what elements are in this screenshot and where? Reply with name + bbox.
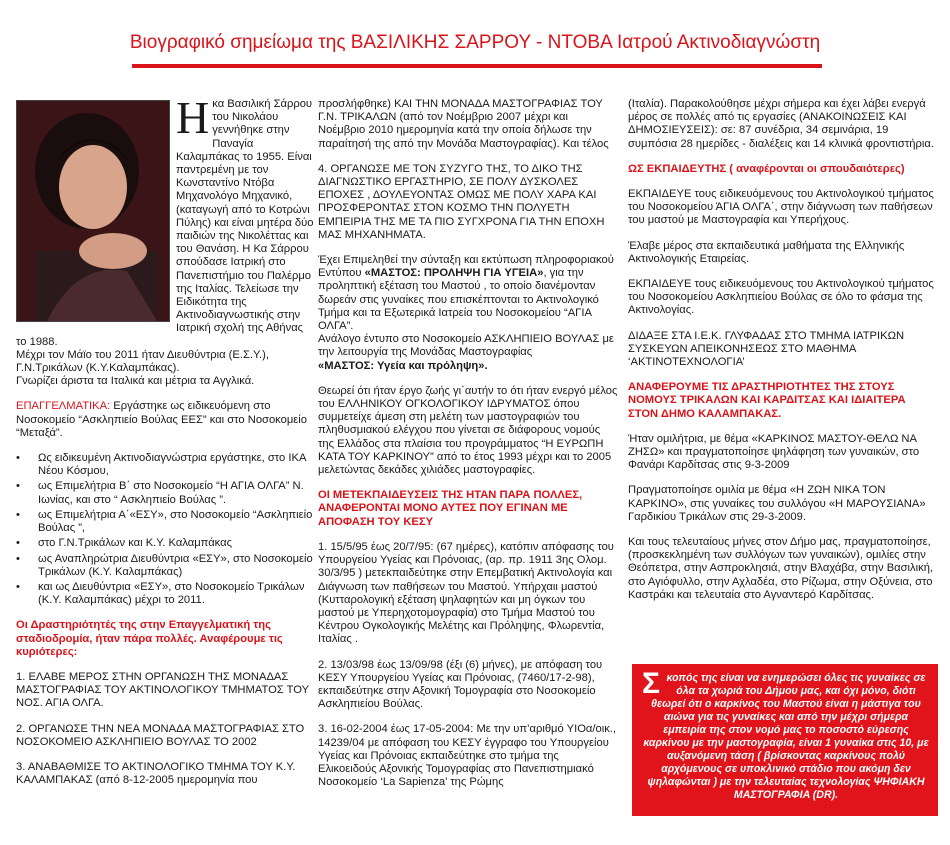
list-item: • και ως Διευθύντρια «ΕΣΥ», στο Νοσοκομείο Τρικάλων (Κ.Υ. Καλαμπάκας) μέχρι το 2011.: [16, 580, 305, 607]
training-3: 3. 16-02-2004 έως 17-05-2004: Με την υπ’αριθμό ΥΙΟα/οικ., 14239/04 με απόφαση του ΚΕΣΥ έγγραφο του Υπουργείου Υγείας και Πρόνοιας εκπαιδεύτηκε στο τμήμα της Ελικοειδούς Αξονικής Τομογραφίας στο Πανεπιστημιακό Νοσοκομείο ‘La Sapienza’ της Ρώμης: [318, 723, 616, 789]
leaflet-title: «ΜΑΣΤΟΣ: ΠΡΟΛΗΨΗ ΓΙΑ ΥΓΕΙΑ»: [364, 267, 544, 280]
goal-text: κοπός της είναι να ενημερώσει όλες τις γυναίκες σε όλα τα χωριά του Δήμου μας, και όχι μόνο, διότι θεωρεί ότι ο καρκίνος του Μαστού είναι η μάστιγα του αιώνα για τις γυναίκες και από την μέχρι σήμερα εμπειρία της στον νομό μας το ποσοστό εύρεσης καρκίνου με την μαστογραφία, είναι 1 γυναίκα στις 10, με αυξανόμενη τάση ( βρίσκοντας καρκίνους πολύ αρχόμενους σε υποκλινικό στάδιο που ακόμη δεν ψηλαφώνται ) με την τελευταίας τεχνολογίας ΨΗΦΙΑΚΗ ΜΑΣΤΟΓΡΑΦΙΑ (DR).: [643, 672, 929, 801]
activity-3-continued: προσλήφθηκε) ΚΑΙ ΤΗΝ ΜΟΝΑΔΑ ΜΑΣΤΟΓΡΑΦΙΑΣ ΤΟΥ Γ.Ν. ΤΡΙΚΑΛΩΝ (από τον Νοέμβριο 2007 μέχρι και Νοέμβριο 2010 ημερομηνία κατά την οποία δήλωσε την παραίτησή της από την Μονάδα Μαστογραφίας). Και τέλος: [318, 98, 609, 150]
goal-dropcap: Σ: [642, 667, 661, 700]
local-activities-heading: ΑΝΑΦΕΡΟΥΜΕ ΤΙΣ ΔΡΑΣΤΗΡΙΟΤΗΤΕΣ ΤΗΣ ΣΤΟΥΣ ΝΟΜΟΥΣ ΤΡΙΚΑΛΩΝ ΚΑΙ ΚΑΡΔΙΤΣΑΣ ΚΑΙ ΙΔΙΑΙΤΕΡΑ ΣΤΟΝ ΔΗΜΟ ΚΑΛΑΜΠΑΚΑΣ.: [628, 381, 906, 420]
positions-list: [16, 452, 314, 607]
training-2: 2. 13/03/98 έως 13/09/98 (έξι (6) μήνες), με απόφαση του ΚΕΣΥ Υπουργείου Υγείας και Πρόνοιας, (7460/17-2-98), εκπαιδεύτηκε στην Αξονική Τομογραφία στο Νοσοκομείο Ασκληπιείου Βούλας.: [318, 658, 603, 711]
leaflet-title-2: «ΜΑΣΤΟΣ: Υγεία και πρόληψη».: [318, 359, 488, 372]
teaching-4: ΔΙΔΑΞΕ ΣΤΑ Ι.Ε.Κ. ΓΛΥΦΑΔΑΣ ΣΤΟ ΤΜΗΜΑ ΙΑΤΡΙΚΩΝ ΣΥΣΚΕΥΩΝ ΑΠΕΙΚΟΝΗΣΕΩΣ ΣΤΟ ΜΑΘΗΜΑ ‘ΑΚΤΙΝΟΤΕΧΝΟΛΟΓΙΑ’: [628, 329, 905, 369]
activities-heading: Οι Δραστηριότητές της στην Επαγγελματική της σταδιοδρομία, ήταν πάρα πολλές. Αναφέρουμε τις κυριότερες:: [16, 619, 283, 658]
list-item: • ως Επιμελήτρια Β΄ στο Νοσοκομείο “Η ΑΓΙΑ ΟΛΓΑ” Ν. Ιωνίας, και στο “ Ασκληπιείο Βούλας ”.: [16, 480, 304, 506]
activity-1: 1. ΕΛΑΒΕ ΜΕΡΟΣ ΣΤΗΝ ΟΡΓΑΝΩΣΗ ΤΗΣ ΜΟΝΑΔΑΣ ΜΑΣΤΟΓΡΑΦΙΑΣ ΤΟΥ ΑΚΤΙΝΟΛΟΓΙΚΟΥ ΤΜΗΜΑΤΟΣ ΤΟΥ ΝΟΣ. ΑΓΙΑ ΟΛΓΑ.: [16, 670, 309, 710]
teaching-heading: ΩΣ ΕΚΠΑΙΔΕΥΤΗΣ ( αναφέρονται οι σπουδαιότερες): [628, 162, 905, 175]
column-1: [16, 92, 314, 799]
professional-text: Εργάστηκε ως ειδικευόμενη στο Νοσοκομείο “Ασκληπιείο Βούλας ΕΕΣ” και στο Νοσοκομείο “Μεταξά”.: [16, 400, 307, 439]
training-heading: ΟΙ ΜΕΤΕΚΠΑΙΔΕΥΣΕΙΣ ΤΗΣ ΗΤΑΝ ΠΑΡΑ ΠΟΛΛΕΣ, ΑΝΑΦΕΡΟΝΤΑΙ ΜΟΝΟ ΑΥΤΕΣ ΠΟΥ ΕΓΙΝΑΝ ΜΕ ΑΠΟΦΑΣΗ ΤΟΥ ΚΕΣΥ: [318, 489, 583, 528]
director-text: Μέχρι τον Μάϊο του 2011 ήταν Διευθύντρια (Ε.Σ.Υ.), Γ.Ν.Τρικάλων (Κ.Υ.Καλαμπάκας).: [16, 348, 269, 375]
local-activity-2: Πραγματοποίησε ομιλία με θέμα «Η ΖΩΗ ΝΙΚΑ ΤΟΝ ΚΑΡΚΙΝΟ», στις γυναίκες του συλλόγου «Η ΜΑΡΟΥΣΙΑΝΑ» Γαρδικίου Τρικάλων στις 29-3-2009.: [628, 484, 926, 523]
languages-text: Γνωρίζει άριστα τα Ιταλικά και μέτρια τα Αγγλικά.: [16, 375, 255, 388]
training-3-continued: (Ιταλία). Παρακολούθησε μέχρι σήμερα και έχει λάβει ενεργά μέρος σε πολλές από τις εργασίες (ΑΝΑΚΟΙΝΩΣΕΙΣ ΚΑΙ ΔΗΜΟΣΙΕΥΣΕΙΣ): σε: 87 συνέδρια, 34 σεμινάρια, 19 συμπόσια 28 ημερίδες - διαλέξεις και 14 κλινικά φροντιστήρια.: [628, 98, 934, 150]
local-activity-1: Ήταν ομιλήτρια, με θέμα «ΚΑΡΚΙΝΟΣ ΜΑΣΤΟΥ-ΘΕΛΩ ΝΑ ΖΗΣΩ» και πραγματοποίησε ψηλάφηση των γυναικών, στο Φανάρι Καρδίτσας στις 9-3-2009: [628, 432, 920, 472]
list-item: • ως Αναπληρώτρια Διευθύντρια «ΕΣΥ», στο Νοσοκομείο Τρικάλων (Κ.Υ. Καλαμπάκας): [16, 552, 313, 578]
portrait-photo: [16, 100, 170, 322]
list-item: • στο Γ.Ν.Τρικάλων και Κ.Υ. Καλαμπάκας: [16, 537, 233, 550]
activity-4: 4. ΟΡΓΑΝΩΣΕ ΜΕ ΤΟΝ ΣΥΖΥΓΟ ΤΗΣ, ΤΟ ΔΙΚΟ ΤΗΣ ΔΙΑΓΝΩΣΤΙΚΟ ΕΡΓΑΣΤΗΡΙΟ, ΣΕ ΠΟΛΥ ΔΥΣΚΟΛΕΣ ΕΠΟΧΕΣ , ΔΟΥΛΕΥΟΝΤΑΣ ΟΜΩΣ ΜΕ ΠΟΛΥ ΧΑΡΑ ΚΑΙ ΠΡΟΣΦΕΡΟΝΤΑΣ ΣΤΟΝ ΚΟΣΜΟ ΤΗΝ ΠΟΛΥΕΤΗ ΕΜΠΕΙΡΙΑ ΤΗΣ ΜΕ ΤΑ ΠΙΟ ΣΥΓΧΡΟΝΑ ΓΙΑ ΤΗΝ ΕΠΟΧΗ ΜΑΣ ΜΗΧΑΝΗΜΑΤΑ.: [318, 162, 605, 241]
activity-3: 3. ΑΝΑΒΑΘΜΙΣΕ ΤΟ ΑΚΤΙΝΟΛΟΓΙΚΟ ΤΜΗΜΑ ΤΟΥ Κ.Υ. ΚΑΛΑΜΠΑΚΑΣ (από 8-12-2005 ημερομηνία που: [16, 760, 296, 787]
teaching-3: ΕΚΠΑΙΔΕΥΕ τους ειδικευόμενους του Ακτινολογικού τμήματος του Νοσοκομείου Ασκληπιείου Βούλας σε όλο το φάσμα της Ακτινολογίας.: [628, 278, 934, 317]
dropcap: Η: [176, 92, 210, 143]
training-1: 1. 15/5/95 έως 20/7/95: (67 ημέρες), κατόπιν απόφασης του Υπουργείου Υγείας και Πρόνοιας, (αρ. πρ. 1911 3ης Ολομ. 30/3/95 ) μετεκπαιδεύτηκε στην Επεμβατική Ακτινολογία και Διάγνωση των παθήσεων του Μαστού. Υπήρχαιι μαστού (Κυτταρολογική εξέταση ψηλαφητών και μη όγκων του μαστού με Υπερηχοτομογραφία) στο Τμήμα Μαστού του Κέντρου Ογκολογικής Μελέτης και Πρόληψης, Φλωρεντία, Ιταλίας .: [318, 540, 614, 646]
teaching-1: ΕΚΠΑΙΔΕΥΕ τους ειδικευόμενους του Ακτινολογικού τμήματος του Νοσοκομείου ΆΓΙΑ ΟΛΓΑ΄, στην διάγνωση των παθήσεων του μαστού με Μαστογραφία και Υπερήχους.: [628, 188, 934, 227]
local-activity-3: Και τους τελευταίους μήνες στον Δήμο μας, πραγματοποίησε, (προσκεκλημένη των συλλόγων των γυναικών), ομιλίες στην Θεόπετρα, στην Ασπροκλησιά, στην Βλαχάβα, στην Βασιλική, στο Αγιόφυλλο, στην Αχλαδέα, στο Ρίζωμα, στην Οξύνεια, στο Καστράκι και τελευταία στο Αγναντερό Καρδίτσας.: [628, 536, 934, 601]
list-item: • ως Επιμελήτρια Α΄«ΕΣΥ», στο Νοσοκομείο “Ασκληπιείο Βούλας ”,: [16, 508, 313, 535]
oncology-paragraph: Θεωρεί ότι ήταν έργο ζωής γι΄αυτήν το ότι ήταν ενεργό μέλος του ΕΛΛΗΝΙΚΟΥ ΟΓΚΟΛΟΓΙΚΟΥ ΙΔΡΥΜΑΤΟΣ όπου συμμετείχε άμεση στη μελέτη των μαστογραφιών του πληθυσμιακού ελέγχου που γίνεται σε διάφορους νομούς της Ελλάδος στα πλαίσια του προγράμματος “Η ΕΥΡΩΠΗ ΚΑΤΑ ΤΟΥ ΚΑΡΚΙΝΟΥ” από το έτος 1993 μέχρι και το 2005 μελετώντας δεκάδες χιλιάδες μαστογραφίες.: [318, 384, 618, 477]
intro-text: κα Βασιλική Σάρρου του Νικολάου γεννήθηκε στην Παναγία Καλαμπάκας το 1955. Είναι παντρεμένη με τον Κωνσταντίνο Ντόβα Μηχανολόγο Μηχανικό, (καταγωγή από το Κοτρώνι Πύλης) και είναι μητέρα δύο παιδιών της Νικολέττας και του Θανάση. Η Κα Σάρρου σπούδασε Ιατρική στο Πανεπιστήμιο του Παλέρμο της Ιταλίας. Τελείωσε την Ειδικότητα της Ακτινοδιαγνωστικής στην Ιατρική σχολή της Αθήνας το 1988.: [16, 98, 314, 348]
goal-box: [632, 664, 938, 816]
title-rule: [132, 64, 822, 68]
portrait-illustration: [17, 101, 169, 321]
page-title: Βιογραφικό σημείωμα της ΒΑΣΙΛΙΚΗΣ ΣΑΡΡΟΥ - ΝΤΟΒΑ Ιατρού Ακτινοδιαγνώστη: [129, 32, 821, 53]
column-3: [628, 98, 938, 614]
leaflet-paragraph: Έχει Επιμεληθεί την σύνταξη και εκτύπωση πληροφοριακού Εντύπου «ΜΑΣΤΟΣ: ΠΡΟΛΗΨΗ ΓΙΑ ΥΓΕΙΑ», για την προληπτική εξέταση του Μαστού , το οποίο διανέμονταν δωρεάν στις γυναίκες που επισκέπτονται το Ακτινολογικό Τμήμα και τα Εξωτερικά Ιατρεία του Νοσοκομείου “ΑΓΙΑ ΟΛΓΑ”. Ανάλογο έντυπο στο Νοσοκομείο ΑΣΚΛΗΠΙΕΙΟ ΒΟΥΛΑΣ με την λειτουργία της Μονάδας Μαστογραφίας «ΜΑΣΤΟΣ: Υγεία και πρόληψη».: [318, 254, 614, 372]
column-2: [318, 98, 618, 801]
list-item: • Ως ειδικευμένη Ακτινοδιαγνώστρια εργάστηκε, στο ΙΚΑ Νέου Κόσμου,: [16, 452, 306, 478]
professional-label: ΕΠΑΓΓΕΛΜΑΤΙΚΑ:: [16, 400, 111, 413]
teaching-2: Έλαβε μέρος στα εκπαιδευτικά μαθήματα της Ελληνικής Ακτινολογικής Εταιρείας.: [628, 239, 905, 265]
activity-2: 2. ΟΡΓΑΝΩΣΕ ΤΗΝ ΝΕΑ ΜΟΝΑΔΑ ΜΑΣΤΟΓΡΑΦΙΑΣ ΣΤΟ ΝΟΣΟΚΟΜΕΙΟ ΑΣΚΛΗΠΙΕΙΟ ΒΟΥΛΑΣ ΤΟ 2002: [16, 722, 305, 748]
